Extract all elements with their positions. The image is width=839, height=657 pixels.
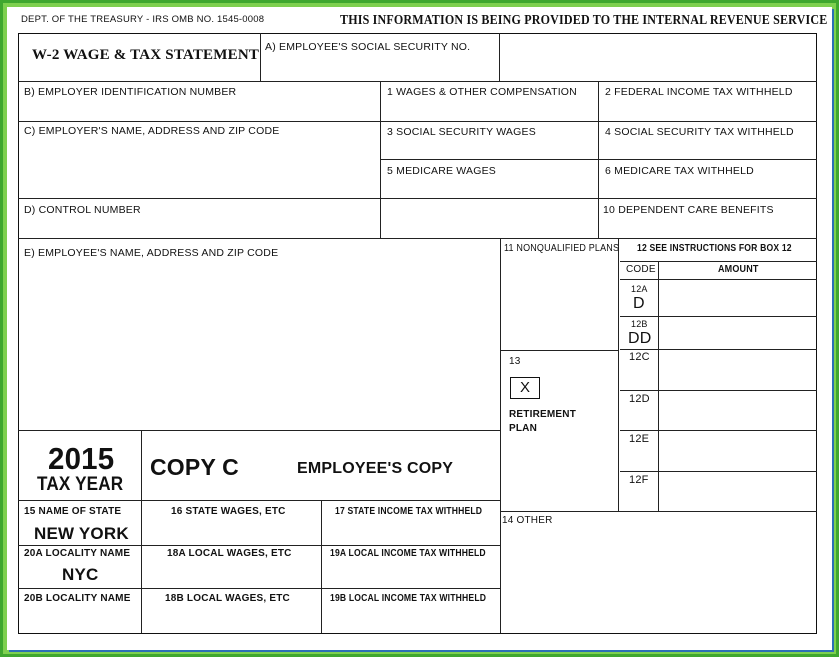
- retirement-plan-checkbox[interactable]: X: [510, 377, 540, 399]
- box-c-employer-label: C) EMPLOYER'S NAME, ADDRESS AND ZIP CODE: [24, 125, 280, 137]
- irs-notice: THIS INFORMATION IS BEING PROVIDED TO THE INTERNAL REVENUE SERVICE: [340, 13, 828, 28]
- tax-year-label: TAX YEAR: [37, 474, 124, 495]
- copy-label: COPY C: [150, 454, 239, 480]
- box12-header: 12 SEE INSTRUCTIONS FOR BOX 12: [637, 243, 792, 254]
- form-title: W-2 WAGE & TAX STATEMENT: [32, 47, 260, 63]
- box12-code-header: CODE: [626, 264, 656, 275]
- box13-label: 13: [509, 356, 521, 367]
- box20a-label: 20A LOCALITY NAME: [24, 548, 131, 559]
- box16-label: 16 STATE WAGES, ETC: [171, 506, 286, 517]
- box12c-label: 12C: [629, 351, 650, 363]
- box-d-control-label: D) CONTROL NUMBER: [24, 204, 141, 216]
- box12a-label: 12A: [631, 284, 648, 294]
- box1-label: 1 WAGES & OTHER COMPENSATION: [387, 86, 577, 98]
- box-b-ein-label: B) EMPLOYER IDENTIFICATION NUMBER: [24, 86, 237, 98]
- box19b-label: 19B LOCAL INCOME TAX WITHHELD: [330, 593, 487, 604]
- box12-amount-header: AMOUNT: [718, 264, 759, 275]
- box12b-amount-field[interactable]: [660, 318, 816, 348]
- locality-value: NYC: [62, 565, 99, 584]
- box12b-code: DD: [628, 330, 652, 347]
- box17-label: 17 STATE INCOME TAX WITHHELD: [335, 506, 483, 517]
- box2-label: 2 FEDERAL INCOME TAX WITHHELD: [605, 86, 793, 98]
- retirement-label: RETIREMENT: [509, 409, 576, 420]
- box3-label: 3 SOCIAL SECURITY WAGES: [387, 126, 536, 138]
- employee-address-field[interactable]: [20, 262, 498, 428]
- box15-label: 15 NAME OF STATE: [24, 506, 122, 517]
- box-a-ssn-label: A) EMPLOYEE'S SOCIAL SECURITY NO.: [265, 41, 471, 53]
- ssn-field[interactable]: [501, 35, 815, 80]
- box18a-label: 18A LOCAL WAGES, ETC: [167, 548, 292, 559]
- box12a-code: D: [633, 295, 645, 312]
- copy-description: EMPLOYEE'S COPY: [297, 460, 454, 477]
- box12f-label: 12F: [629, 474, 649, 486]
- box20b-label: 20B LOCALITY NAME: [24, 593, 131, 604]
- box11-label: 11 NONQUALIFIED PLANS: [504, 243, 620, 254]
- box12d-label: 12D: [629, 393, 650, 405]
- box12b-label: 12B: [631, 319, 648, 329]
- tax-year: 2015: [48, 441, 115, 476]
- box18b-label: 18B LOCAL WAGES, ETC: [165, 593, 290, 604]
- plan-label: PLAN: [509, 423, 538, 434]
- box12e-label: 12E: [629, 433, 650, 445]
- box4-label: 4 SOCIAL SECURITY TAX WITHHELD: [605, 126, 794, 138]
- box10-label: 10 DEPENDENT CARE BENEFITS: [603, 204, 774, 216]
- state-value: NEW YORK: [34, 524, 129, 543]
- box14-label: 14 OTHER: [502, 515, 553, 526]
- dept-header: DEPT. OF THE TREASURY - IRS OMB NO. 1545-0008: [21, 14, 265, 25]
- box19a-label: 19A LOCAL INCOME TAX WITHHELD: [330, 548, 486, 559]
- box-e-employee-label: E) EMPLOYEE'S NAME, ADDRESS AND ZIP CODE: [24, 247, 279, 259]
- box5-label: 5 MEDICARE WAGES: [387, 165, 496, 177]
- box6-label: 6 MEDICARE TAX WITHHELD: [605, 165, 754, 177]
- box12a-amount-field[interactable]: [660, 281, 816, 315]
